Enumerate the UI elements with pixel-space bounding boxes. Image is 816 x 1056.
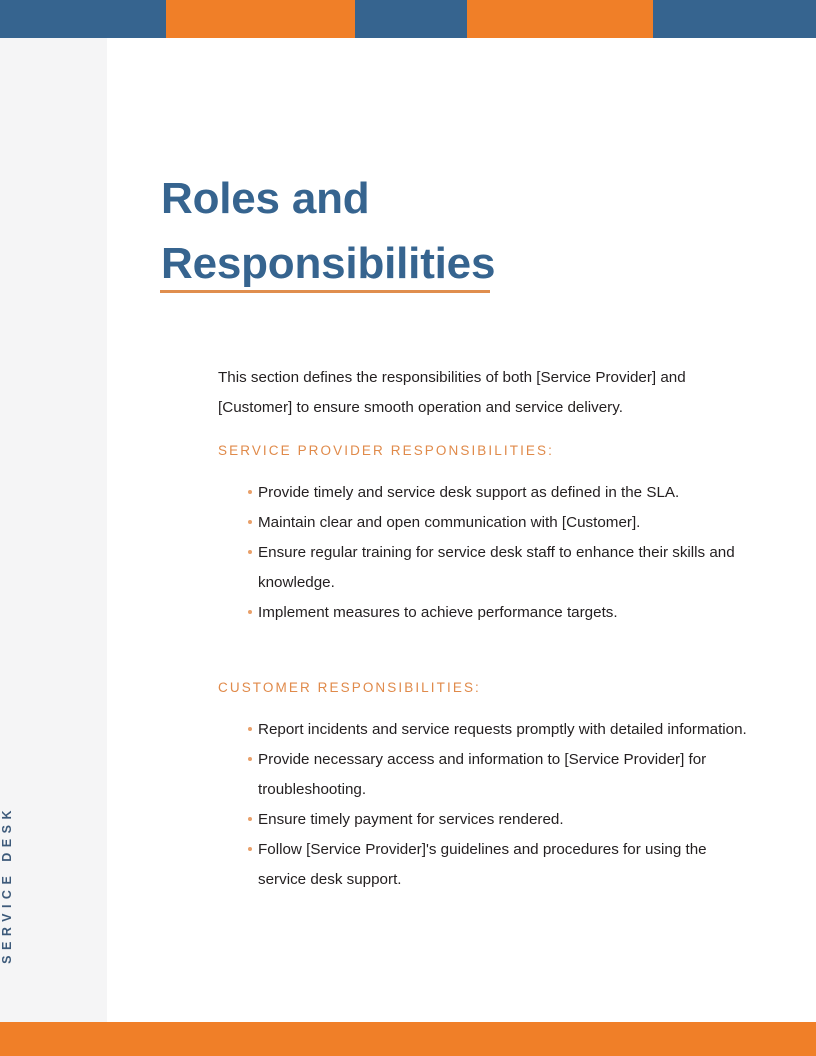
bullet-dot-icon [248,490,252,494]
bullet-list-customer [218,715,748,895]
section-customer [218,680,748,895]
sidebar-vertical-label-text: SERVICE DESK [0,805,14,964]
list-item-text: Provide necessary access and information to [Service Provider] for troubleshooting. [258,751,707,798]
section-service-provider [218,443,748,628]
list-item-text: Implement measures to achieve performance targets. [258,604,618,621]
segment-blue-3 [653,0,816,38]
list-item [218,478,748,508]
bullet-dot-icon [248,610,252,614]
segment-blue-1 [0,0,166,38]
segment-blue-2 [355,0,467,38]
sidebar-vertical-label [0,805,107,964]
list-item [218,538,748,598]
bullet-list-service-provider [218,478,748,628]
left-sidebar-strip [0,38,107,1022]
bullet-dot-icon [248,727,252,731]
list-item [218,835,748,895]
bullet-dot-icon [248,817,252,821]
main-content [107,38,816,1022]
section-heading-customer: CUSTOMER RESPONSIBILITIES: [218,680,481,695]
top-decorative-bar [0,0,816,38]
segment-orange-1 [166,0,355,38]
list-item-text: Provide timely and service desk support as defined in the SLA. [258,484,680,501]
list-item [218,715,748,745]
list-item [218,745,748,805]
page-title-line-1: Roles and [161,174,370,224]
list-item [218,598,748,628]
bullet-dot-icon [248,520,252,524]
title-underline-rule [160,290,490,293]
page-title-line-2: Responsibilities [161,239,496,289]
bullet-dot-icon [248,550,252,554]
intro-paragraph: This section defines the responsibilities of both [Service Provider] and [Customer] to ensure smooth operation and service delivery. [218,369,686,417]
list-item-text: Ensure timely payment for services rendered. [258,811,564,828]
list-item-text: Report incidents and service requests promptly with detailed information. [258,721,747,738]
page-title [161,166,721,296]
list-item-text: Ensure regular training for service desk staff to enhance their skills and knowledge. [258,544,735,591]
list-item-text: Maintain clear and open communication with [Customer]. [258,514,641,531]
bullet-dot-icon [248,847,252,851]
bottom-decorative-bar [0,1022,816,1056]
section-heading-service-provider: SERVICE PROVIDER RESPONSIBILITIES: [218,443,554,458]
list-item [218,508,748,538]
segment-orange-2 [467,0,653,38]
list-item-text: Follow [Service Provider]'s guidelines and procedures for using the service desk support. [258,841,707,888]
list-item [218,805,748,835]
bullet-dot-icon [248,757,252,761]
